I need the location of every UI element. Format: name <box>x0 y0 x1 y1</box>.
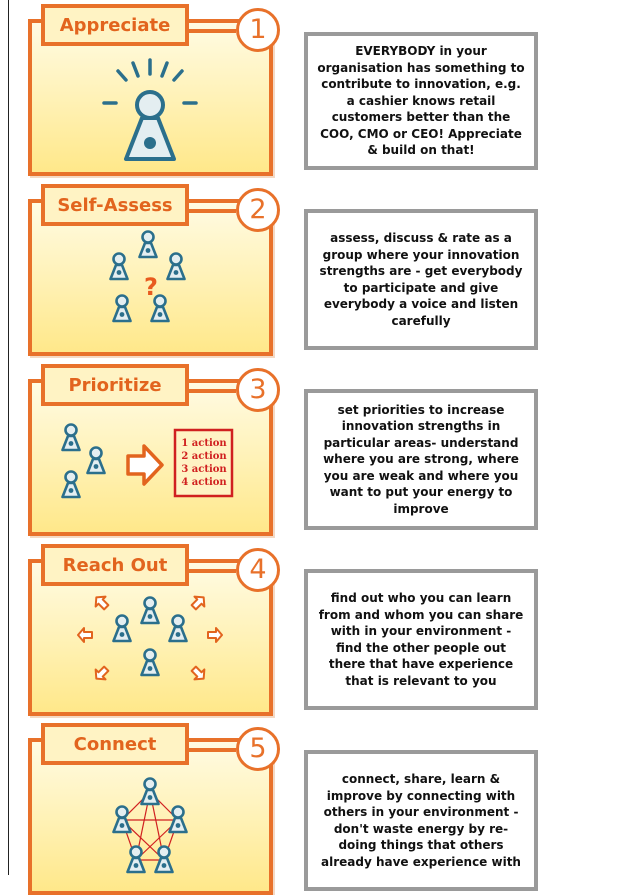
right-arrow-icon <box>128 446 162 484</box>
tab-connector-line <box>188 569 236 573</box>
step-number-circle: 4 <box>236 548 280 592</box>
step-description-box: assess, discuss & rate as a group where your innovation strengths are - get everybody to participate and give everybody a voice and listen carefully <box>304 209 538 350</box>
step-number-circle: 5 <box>236 727 280 771</box>
step-number-circle: 1 <box>236 8 280 52</box>
step-reach-out <box>26 544 571 714</box>
step-description-box: find out who you can learn from and whom you can share with in your environment - find the other people out there that have experience that is relevant to you <box>304 569 538 710</box>
question-mark-glyph: ? <box>144 273 158 301</box>
action-item: 2 action <box>181 451 227 462</box>
step-description-box: connect, share, learn & improve by connecting with others in your environment - don't waste energy by re-doing things that others already have experience with <box>304 750 538 891</box>
tab-connector-line <box>188 29 236 33</box>
step-title-tab: Prioritize <box>41 364 189 406</box>
step-description-box: EVERYBODY in your organisation has something to contribute to innovation, e.g. a cashier knows retail customers better than the COO, CMO or CEO! Appreciate & build on that! <box>304 32 538 170</box>
action-item: 1 action <box>181 438 227 449</box>
action-item: 3 action <box>181 464 227 475</box>
action-item: 4 action <box>181 477 227 488</box>
tab-connector-line <box>188 748 236 752</box>
tab-connector-line <box>188 209 236 213</box>
step-title-tab: Self-Assess <box>41 184 189 226</box>
step-number-circle: 3 <box>236 368 280 412</box>
step-self-assess <box>26 184 571 354</box>
step-description-box: set priorities to increase innovation strengths in particular areas- understand where you are strong, where you are weak and where you want to put your energy to improve <box>304 389 538 530</box>
step-title-tab: Appreciate <box>41 4 189 46</box>
step-prioritize <box>26 364 571 534</box>
left-border-line <box>8 0 9 875</box>
step-connect <box>26 723 571 893</box>
step-appreciate <box>26 4 571 174</box>
step-number-circle: 2 <box>236 188 280 232</box>
step-title-tab: Connect <box>41 723 189 765</box>
tab-connector-line <box>188 389 236 393</box>
step-title-tab: Reach Out <box>41 544 189 586</box>
